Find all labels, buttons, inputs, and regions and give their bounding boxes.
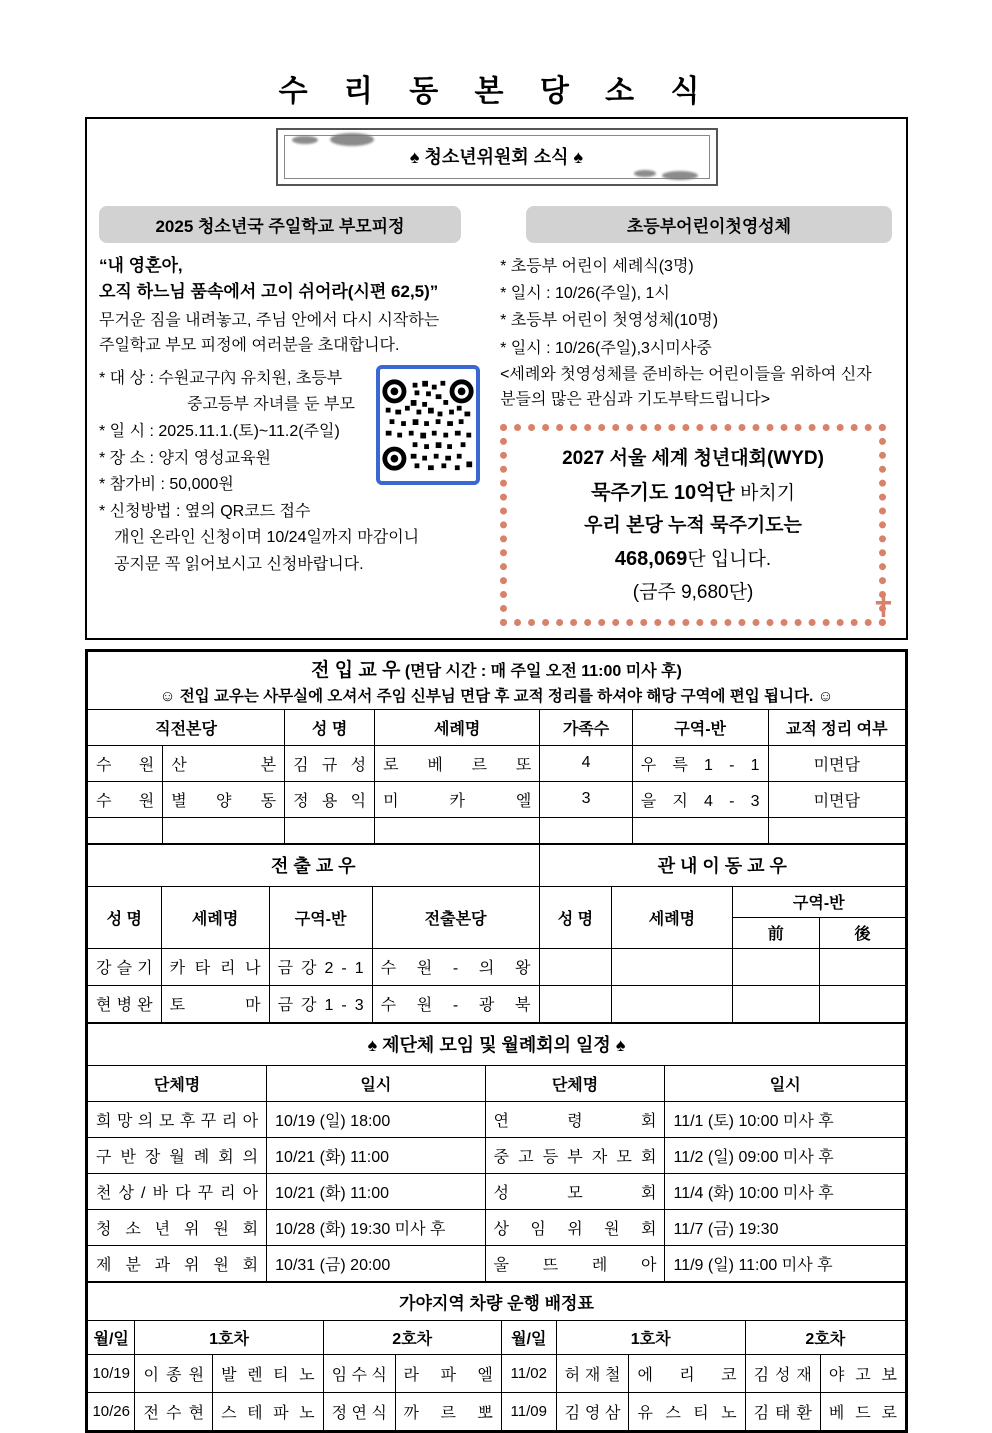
datetime-cell: 10/21 (화) 11:00 — [267, 1173, 485, 1209]
driver-name-cell: 이 종 원 — [135, 1354, 213, 1392]
driver-name-cell: 허 재 철 — [556, 1354, 629, 1392]
transfer-in-title-cell — [88, 651, 906, 709]
rosary-total-line — [511, 542, 875, 576]
name-cell — [285, 817, 375, 843]
communion-item: * 일시 : 10/26(주일), 1시 — [500, 285, 670, 303]
datetime-cell: 11/9 (일) 11:00 미사 후 — [665, 1245, 906, 1281]
group-cell: 청 소 년 위 원 회 — [88, 1209, 267, 1245]
baptismal-cell — [612, 985, 732, 1022]
group-cell: 천 상 / 바 다 꾸 리 아 — [88, 1173, 267, 1209]
col-header-car2: 2호차 — [323, 1320, 501, 1354]
qr-code-image — [376, 365, 480, 485]
date-cell: 11/02 — [501, 1354, 556, 1392]
driver-baptismal-cell: 라 파 엘 — [395, 1354, 501, 1392]
rosary-prayer-box — [500, 424, 896, 625]
col-header-zone: 구역-반 — [732, 886, 905, 917]
col-header-group: 단체명 — [485, 1065, 665, 1101]
quote-line: “내 영혼아, — [99, 256, 183, 275]
subsection-headers — [99, 206, 892, 243]
prev-parish-cell — [88, 817, 163, 843]
youth-committee-banner — [276, 128, 718, 186]
rosary-goal-line — [511, 476, 875, 510]
driver-baptismal-cell: 베 드 로 — [820, 1392, 905, 1430]
shuttle-table — [87, 1282, 906, 1431]
group-cell: 울 뜨 레 아 — [485, 1245, 665, 1281]
family-count-cell — [540, 817, 632, 843]
dest-parish-cell: 수 원 - 의 왕 — [372, 948, 539, 985]
col-header-before: 前 — [732, 917, 820, 948]
prev-parish-cell: 수 원 — [88, 745, 163, 781]
baptismal-cell: 로 베 르 또 — [375, 745, 540, 781]
family-count-cell: 3 — [540, 781, 632, 817]
col-header-zone: 구역-반 — [632, 709, 768, 745]
rosary-total-count: 468,069 — [614, 548, 688, 571]
driver-baptismal-cell: 야 고 보 — [820, 1354, 905, 1392]
col-header-name: 성 명 — [539, 886, 612, 948]
qr-code-pattern — [380, 369, 476, 481]
retreat-date: * 일 시 : 2025.11.1.(토)~11.2(주일) — [99, 422, 340, 440]
communion-item: * 일시 : 10/26(주일),3시미사중 — [500, 339, 712, 357]
lead-line: 무거운 짐을 내려놓고, 주님 안에서 다시 시작하는 — [99, 311, 440, 329]
retreat-target: * 대 상 : 수원교구內 유치원, 초등부 — [99, 369, 343, 387]
baptismal-cell: 미 카 엘 — [375, 781, 540, 817]
col-header-prev-parish: 직전본당 — [88, 709, 285, 745]
zone-cell: 우 륵 1 - 1 — [632, 745, 768, 781]
driver-name-cell: 임 수 식 — [323, 1354, 395, 1392]
datetime-cell: 10/31 (금) 20:00 — [267, 1245, 485, 1281]
zone-cell: 금 강 1 - 3 — [269, 985, 372, 1022]
driver-name-cell: 김 영 삼 — [556, 1392, 629, 1430]
quote-line: 오직 하느님 품속에서 고이 쉬어라(시편 62,5)” — [99, 282, 439, 302]
communion-note-line: <세례와 첫영성체를 준비하는 어린이들을 위하여 신자 — [500, 365, 872, 383]
driver-name-cell: 정 연 식 — [323, 1392, 395, 1430]
transfer-in-table — [87, 651, 906, 844]
retreat-header: 2025 청소년국 주일학교 부모피정 — [99, 206, 461, 243]
date-cell: 10/26 — [88, 1392, 135, 1430]
rosary-total-rest: 단 입니다. — [687, 549, 772, 571]
datetime-cell: 11/4 (화) 10:00 미사 후 — [665, 1173, 906, 1209]
rosary-total-label: 우리 본당 누적 묵주기도는 — [584, 514, 802, 536]
group-cell: 제 분 과 위 원 회 — [88, 1245, 267, 1281]
scan-smudge — [330, 133, 374, 146]
transfer-out-title: 전 출 교 우 — [88, 844, 540, 886]
driver-baptismal-cell: 발 렌 티 노 — [213, 1354, 323, 1392]
meetings-title: ♠ 제단체 모임 및 월례회의 일정 ♠ — [88, 1023, 906, 1065]
group-cell: 연 령 회 — [485, 1101, 665, 1137]
datetime-cell: 11/7 (금) 19:30 — [665, 1209, 906, 1245]
driver-baptismal-cell: 스 테 파 노 — [213, 1392, 323, 1430]
date-cell: 11/09 — [501, 1392, 556, 1430]
col-header-datetime: 일시 — [267, 1065, 485, 1101]
baptismal-cell — [375, 817, 540, 843]
col-header-name: 성 명 — [285, 709, 375, 745]
name-cell — [539, 985, 612, 1022]
date-cell: 10/19 — [88, 1354, 135, 1392]
retreat-target-2: 중고등부 자녀를 둔 부모 — [187, 396, 355, 414]
col-header-name: 성 명 — [88, 886, 162, 948]
group-cell: 희 망 의 모 후 꾸 리 아 — [88, 1101, 267, 1137]
col-header-date: 월/일 — [501, 1320, 556, 1354]
dest-parish-cell: 수 원 - 광 북 — [372, 985, 539, 1022]
datetime-cell: 10/28 (화) 19:30 미사 후 — [267, 1209, 485, 1245]
zone-cell: 금 강 2 - 1 — [269, 948, 372, 985]
col-header-baptismal: 세례명 — [375, 709, 540, 745]
prev-parish-cell: 산 본 — [163, 745, 285, 781]
col-header-car1: 1호차 — [135, 1320, 323, 1354]
zone-before-cell — [732, 985, 820, 1022]
wyd-line: 2027 서울 세계 청년대회(WYD) — [562, 448, 824, 470]
datetime-cell: 11/2 (일) 09:00 미사 후 — [665, 1137, 906, 1173]
baptismal-cell: 토 마 — [161, 985, 269, 1022]
family-count-cell: 4 — [540, 745, 632, 781]
group-cell: 중 고 등 부 자 모 회 — [485, 1137, 665, 1173]
youth-committee-section — [85, 117, 908, 640]
communion-item: * 초등부 어린이 첫영성체(10명) — [500, 312, 719, 330]
col-header-family: 가족수 — [540, 709, 632, 745]
internal-move-title: 관 내 이 동 교 우 — [539, 844, 905, 886]
datetime-cell: 11/1 (토) 10:00 미사 후 — [665, 1101, 906, 1137]
col-header-group: 단체명 — [88, 1065, 267, 1101]
rosary-week-count: (금주 9,680단) — [632, 581, 754, 603]
col-header-date: 월/일 — [88, 1320, 135, 1354]
retreat-apply: * 신청방법 : 옆의 QR코드 접수 — [99, 502, 311, 520]
zone-before-cell — [732, 948, 820, 985]
zone-cell — [632, 817, 768, 843]
driver-name-cell: 김 성 재 — [745, 1354, 820, 1392]
lead-line: 주일학교 부모 피정에 여러분을 초대합니다. — [99, 337, 400, 355]
name-cell: 강 슬 기 — [88, 948, 162, 985]
status-cell — [768, 817, 905, 843]
driver-name-cell: 전 수 현 — [135, 1392, 213, 1430]
zone-cell: 을 지 4 - 3 — [632, 781, 768, 817]
datetime-cell: 10/19 (일) 18:00 — [267, 1101, 485, 1137]
page-title: 수 리 동 본 당 소 식 — [278, 75, 714, 108]
col-header-baptismal: 세례명 — [161, 886, 269, 948]
prev-parish-cell: 별 양 동 — [163, 781, 285, 817]
scan-smudge — [292, 136, 318, 144]
status-cell: 미면담 — [768, 781, 905, 817]
group-cell: 상 임 위 원 회 — [485, 1209, 665, 1245]
driver-baptismal-cell: 에 리 코 — [629, 1354, 745, 1392]
prev-parish-cell — [163, 817, 285, 843]
crucifix-icon: ✝ — [870, 590, 896, 624]
col-header-record-status: 교적 정리 여부 — [768, 709, 905, 745]
communion-item: * 초등부 어린이 세례식(3명) — [500, 258, 694, 275]
name-cell — [539, 948, 612, 985]
first-communion-header: 초등부어린이첫영성체 — [526, 206, 892, 243]
col-header-after: 後 — [820, 917, 906, 948]
col-header-baptismal: 세례명 — [612, 886, 732, 948]
datetime-cell: 10/21 (화) 11:00 — [267, 1137, 485, 1173]
first-communion-column — [500, 253, 896, 626]
retreat-apply-2: 개인 온라인 신청이며 10/24일까지 마감이니 — [114, 529, 420, 547]
zone-after-cell — [820, 985, 906, 1022]
group-cell: 성 모 회 — [485, 1173, 665, 1209]
zone-after-cell — [820, 948, 906, 985]
driver-baptismal-cell: 까 르 뽀 — [395, 1392, 501, 1430]
transfer-in-subtitle: ☺ 전입 교우는 사무실에 오셔서 주임 신부님 면담 후 교적 정리를 하셔야 해당 구역에 편입 됩니다. ☺ — [159, 687, 834, 705]
communion-note-line: 분들의 많은 관심과 기도부탁드립니다> — [500, 390, 771, 408]
name-cell: 현 병 완 — [88, 985, 162, 1022]
parish-tables-section — [85, 649, 908, 1433]
name-cell: 정 용 익 — [285, 781, 375, 817]
col-header-zone: 구역-반 — [269, 886, 372, 948]
banner-title: ♠ 청소년위원회 소식 ♠ — [284, 135, 710, 179]
group-cell: 구 반 장 월 례 회 의 — [88, 1137, 267, 1173]
rosary-goal-rest: 바치기 — [734, 482, 796, 504]
transfer-in-title: 전 입 교 우 — [311, 659, 401, 681]
col-header-car2: 2호차 — [745, 1320, 905, 1354]
col-header-dest-parish: 전출본당 — [372, 886, 539, 948]
meetings-table — [87, 1023, 906, 1282]
transfer-out-table — [87, 844, 906, 1023]
col-header-car1: 1호차 — [556, 1320, 745, 1354]
rosary-goal-bold: 묵주기도 10억단 — [590, 481, 735, 504]
retreat-apply-3: 공지문 꼭 읽어보시고 신청바랍니다. — [114, 555, 364, 573]
name-cell: 김 규 성 — [285, 745, 375, 781]
transfer-in-title-note: (면담 시간 : 매 주일 오전 11:00 미사 후) — [404, 662, 682, 680]
baptismal-cell: 카 타 리 나 — [161, 948, 269, 985]
retreat-place: * 장 소 : 양지 영성교육원 — [99, 449, 272, 467]
prev-parish-cell: 수 원 — [88, 781, 163, 817]
shuttle-title: 가야지역 차량 운행 배정표 — [88, 1282, 906, 1320]
scan-smudge — [634, 170, 656, 177]
col-header-datetime: 일시 — [665, 1065, 906, 1101]
status-cell: 미면담 — [768, 745, 905, 781]
driver-baptismal-cell: 유 스 티 노 — [629, 1392, 745, 1430]
driver-name-cell: 김 태 환 — [745, 1392, 820, 1430]
retreat-fee: * 참가비 : 50,000원 — [99, 476, 234, 494]
baptismal-cell — [612, 948, 732, 985]
retreat-column — [99, 253, 486, 626]
scan-smudge — [662, 171, 698, 180]
